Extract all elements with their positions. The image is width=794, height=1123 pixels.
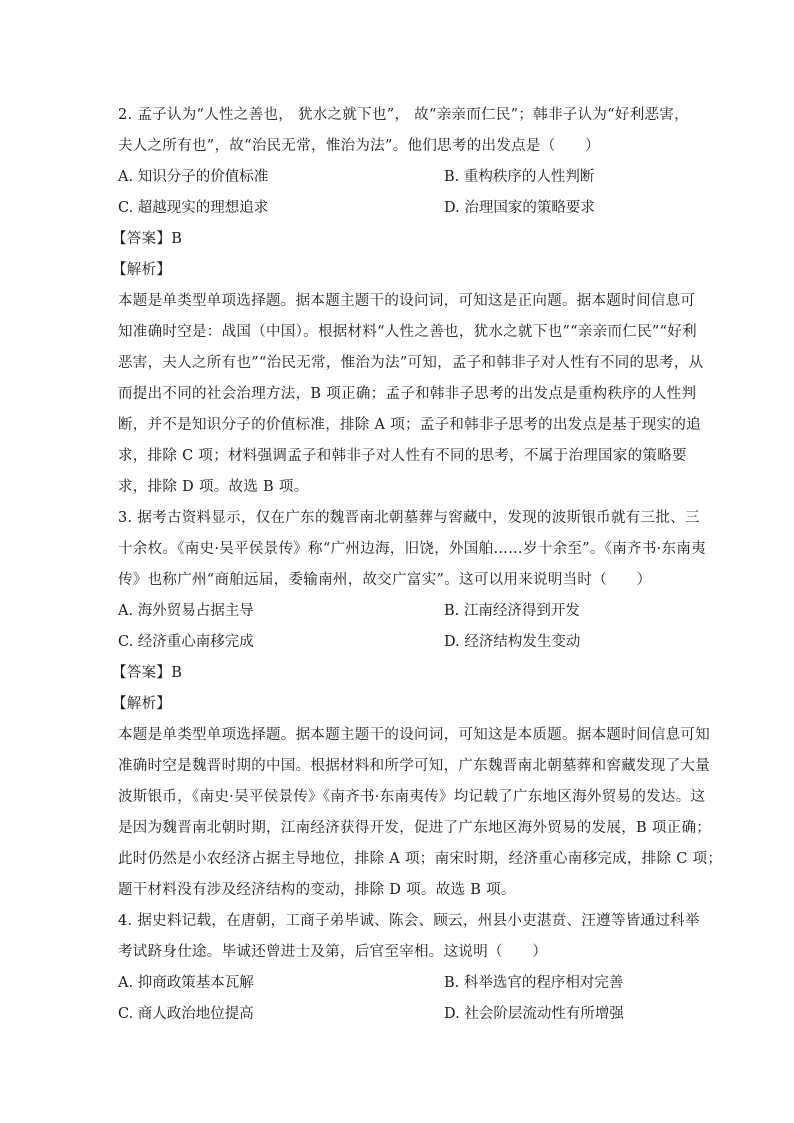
analysis-line: 是因为魏晋南北朝时期，江南经济获得开发，促进了广东地区海外贸易的发展，B 项正确； — [118, 820, 712, 836]
question-2 — [112, 100, 704, 503]
analysis-line: 而提出不同的社会治理方法，B 项正确；孟子和韩非子思考的出发点是重构秩序的人性判 — [118, 386, 697, 402]
question-stem-line: 考试跻身仕途。毕诚还曾进士及第，后官至宰相。这说明（ ） — [118, 944, 548, 960]
options-row — [118, 968, 684, 999]
options-row — [118, 596, 684, 627]
analysis-line: 求，排除 D 项。故选 B 项。 — [118, 479, 309, 495]
question-stem-line: 传》也称广州“商舶远届，委输南州，故交广富实”。这可以用来说明当时（ ） — [118, 572, 652, 588]
analysis-line: 本题是单类型单项选择题。据本题主题干的设问词，可知这是本质题。据本题时间信息可知 — [118, 727, 710, 743]
options-row — [118, 999, 684, 1030]
option-c: C. 商人政治地位提高 — [118, 1006, 254, 1022]
analysis-line: 题干材料没有涉及经济结构的变动，排除 D 项。故选 B 项。 — [118, 882, 516, 898]
option-d: D. 社会阶层流动性有所增强 — [444, 1006, 624, 1022]
analysis-line: 此时仍然是小农经济占据主导地位，排除 A 项；南宋时期，经济重心南移完成，排除 C 项； — [118, 851, 723, 867]
question-stem-line: 十余枚。《南史·吴平侯景传》称“广州边海，旧饶，外国舶……岁十余至”。《南齐书·东南夷 — [118, 541, 706, 557]
options-row — [118, 162, 684, 193]
analysis-line: 本题是单类型单项选择题。据本题主题干的设问词，可知这是正向题。据本题时间信息可 — [118, 293, 696, 309]
analysis-line: 准确时空是魏晋时期的中国。根据材料和所学可知，广东魏晋南北朝墓葬和窖藏发现了大量 — [118, 758, 710, 774]
option-c: C. 超越现实的理想追求 — [118, 200, 269, 216]
option-d: D. 经济结构发生变动 — [444, 634, 581, 650]
option-a: A. 知识分子的价值标准 — [118, 169, 269, 185]
option-d: D. 治理国家的策略要求 — [444, 200, 595, 216]
answer-label: 【答案】B — [112, 231, 183, 247]
question-stem-line: 4. 据史料记载，在唐朝，工商子弟毕诚、陈会、顾云，州县小吏湛贲、汪遵等皆通过科举 — [118, 913, 700, 929]
option-b: B. 科举选官的程序相对完善 — [444, 975, 624, 991]
question-3 — [112, 503, 723, 906]
option-b: B. 重构秩序的人性判断 — [444, 169, 595, 185]
option-a: A. 海外贸易占据主导 — [118, 603, 254, 619]
option-a: A. 抑商政策基本瓦解 — [118, 975, 254, 991]
analysis-label: 【解析】 — [112, 696, 172, 712]
answer-label: 【答案】B — [112, 665, 183, 681]
analysis-label: 【解析】 — [112, 262, 172, 278]
question-4 — [118, 906, 700, 1030]
question-stem-line: 夫人之所有也”，故“治民无常，惟治为法”。他们思考的出发点是（ ） — [118, 138, 600, 154]
analysis-line: 知准确时空是：战国（中国）。根据材料“人性之善也，犹水之就下也”“亲亲而仁民”“好利 — [118, 324, 697, 340]
option-c: C. 经济重心南移完成 — [118, 634, 254, 650]
option-b: B. 江南经济得到开发 — [444, 603, 580, 619]
options-row — [118, 627, 684, 658]
analysis-line: 恶害，夫人之所有也”“治民无常，惟治为法”可知，孟子和韩非子对人性有不同的思考，从 — [118, 355, 704, 371]
question-stem-line: 3. 据考古资料显示，仅在广东的魏晋南北朝墓葬与窖藏中，发现的波斯银币就有三批、三 — [118, 510, 700, 526]
options-row — [118, 193, 684, 224]
question-stem-line: 2. 孟子认为“人性之善也， 犹水之就下也”， 故“亲亲而仁民”；韩非子认为“好利恶害， — [118, 107, 689, 123]
exam-page — [112, 100, 723, 1030]
analysis-line: 断，并不是知识分子的价值标准，排除 A 项；孟子和韩非子思考的出发点是基于现实的追 — [118, 417, 701, 433]
analysis-line: 求，排除 C 项；材料强调孟子和韩非子对人性有不同的思考，不属于治理国家的策略要 — [118, 448, 687, 464]
analysis-line: 波斯银币，《南史·吴平侯景传》《南齐书·东南夷传》均记载了广东地区海外贸易的发达。这 — [118, 789, 706, 805]
